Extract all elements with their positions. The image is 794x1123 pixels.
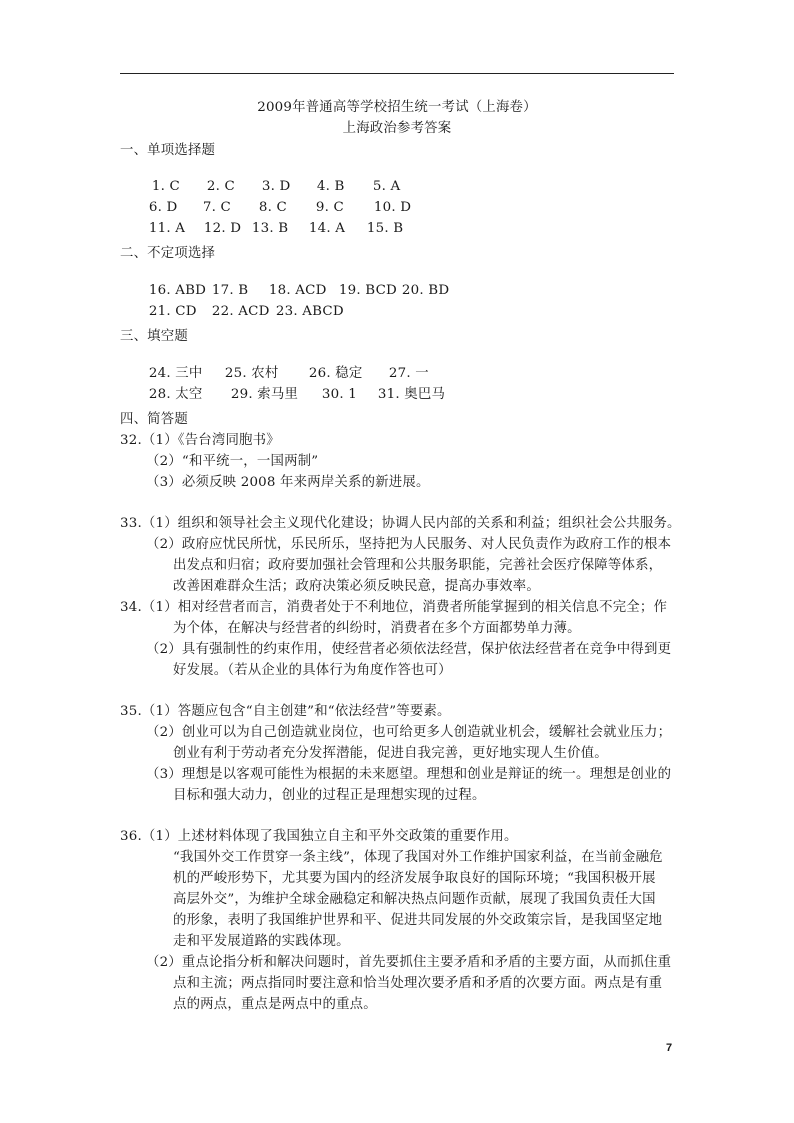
answer-row: [140, 288, 344, 320]
answer-item: 27. 一: [388, 366, 429, 381]
answer-item: 7. C: [202, 200, 232, 215]
answer-item: 15. B: [366, 221, 404, 236]
answer-line: 点和主流；两点指同时要注意和恰当处理次要矛盾和矛盾的次要方面。两点是有重: [173, 976, 663, 991]
answer-item: 21. CD: [148, 304, 197, 319]
page-number: 7: [666, 1042, 673, 1054]
answer-item: 4. B: [316, 179, 345, 194]
answer-item: 31. 奥巴马: [377, 387, 446, 402]
answer-line: 好发展。（若从企业的具体行为角度作答也可）: [173, 663, 452, 678]
answer-line: （2）创业可以为自己创造就业岗位，也可给更多人创造就业机会，缓解社会就业压力；: [146, 725, 672, 740]
answer-line: 32.（1）《告台湾同胞书》: [120, 433, 280, 448]
answer-item: 6. D: [148, 200, 178, 215]
answer-line: 走和平发展道路的实践体现。: [173, 934, 350, 949]
answer-item: 25. 农村: [224, 366, 279, 381]
answer-item: 9. C: [315, 200, 345, 215]
answer-line: 的形象，表明了我国维护世界和平、促进共同发展的外交政策宗旨，是我国坚定地: [173, 913, 663, 928]
answer-item: 17. B: [211, 283, 249, 298]
answer-item: 10. D: [373, 200, 412, 215]
answer-item: 29. 索马里: [230, 387, 299, 402]
answer-line: 机的严峻形势下，尤其要为国内的经济发展争取良好的国际环境；“我国积极开展: [173, 871, 656, 886]
section-heading-short-answer: 四、简答题: [120, 412, 188, 427]
answer-line: （2）“和平统一，一国两制”: [146, 454, 319, 469]
document-subtitle: 上海政治参考答案: [342, 121, 452, 136]
answer-item: 13. B: [251, 221, 289, 236]
document-title: 2009年普通高等学校招生统一考试（上海卷）: [257, 100, 537, 115]
answer-line: 创业有利于劳动者充分发挥潜能，促进自我完善，更好地实现人生价值。: [173, 746, 608, 761]
answer-line: “我国外交工作贯穿一条主线”，体现了我国对外工作维护国家利益，在当前金融危: [173, 850, 663, 865]
answer-item: 28. 太空: [148, 387, 203, 402]
answer-line: 35.（1）答题应包含“自主创建”和“依法经营”等要素。: [120, 704, 451, 719]
answer-item: 24. 三中: [148, 366, 203, 381]
answer-item: 12. D: [203, 221, 242, 236]
section-heading-single-choice: 一、单项选择题: [120, 143, 216, 158]
section-heading-multiple-choice: 二、不定项选择: [120, 246, 216, 261]
answer-item: 5. A: [372, 179, 401, 194]
answer-line: （2）重点论指分析和解决问题时，首先要抓住主要矛盾和矛盾的主要方面，从而抓住重: [146, 955, 672, 970]
answer-item: 3. D: [261, 179, 291, 194]
answer-item: 30. 1: [321, 387, 357, 402]
answer-item: 23. ABCD: [275, 304, 344, 319]
answer-line: 33.（1）组织和领导社会主义现代化建设；协调人民内部的关系和利益；组织社会公共服务。: [120, 516, 681, 531]
answer-item: 1. C: [151, 179, 181, 194]
answer-item: 20. BD: [401, 283, 450, 298]
answer-item: 22. ACD: [211, 304, 270, 319]
answer-line: （2）政府应忧民所忧，乐民所乐，坚持把为人民服务、对人民负责作为政府工作的根本: [146, 537, 672, 552]
answer-line: 36.（1）上述材料体现了我国独立自主和平外交政策的重要作用。: [120, 829, 518, 844]
answer-item: 11. A: [148, 221, 186, 236]
answer-item: 16. ABD: [148, 283, 207, 298]
answer-line: （3）理想是以客观可能性为根据的未来愿望。理想和创业是辩证的统一。理想是创业的: [146, 767, 672, 782]
answer-line: 出发点和归宿；政府要加强社会管理和公共服务职能，完善社会医疗保障等体系，: [173, 558, 663, 573]
answer-item: 14. A: [308, 221, 346, 236]
answer-item: 18. ACD: [268, 283, 327, 298]
answer-line: 高层外交”，为维护全球金融稳定和解决热点问题作贡献，展现了我国负责任大国: [173, 892, 656, 907]
answer-line: 34.（1）相对经营者而言，消费者处于不利地位，消费者所能掌握到的相关信息不完全；作: [120, 600, 668, 615]
answer-line: 为个体，在解决与经营者的纠纷时，消费者在多个方面都势单力薄。: [173, 621, 581, 636]
answer-item: 2. C: [206, 179, 236, 194]
answer-line: （2）具有强制性的约束作用，使经营者必须依法经营，保护依法经营者在竞争中得到更: [146, 642, 672, 657]
answer-item: 19. BCD: [338, 283, 397, 298]
answer-line: （3）必须反映 2008 年来两岸关系的新进展。: [146, 475, 430, 490]
answer-line: 目标和强大动力，创业的过程正是理想实现的过程。: [173, 788, 486, 803]
header-rule: [120, 73, 674, 74]
answer-line: 点的两点，重点是两点中的重点。: [173, 997, 377, 1012]
answer-line: 改善困难群众生活；政府决策必须反映民意，提高办事效率。: [173, 579, 540, 594]
section-heading-fill-in: 三、填空题: [120, 329, 188, 344]
answer-item: 26. 稳定: [308, 366, 363, 381]
answer-item: 8. C: [258, 200, 288, 215]
answer-row: [140, 371, 445, 403]
answer-row: [140, 205, 403, 237]
